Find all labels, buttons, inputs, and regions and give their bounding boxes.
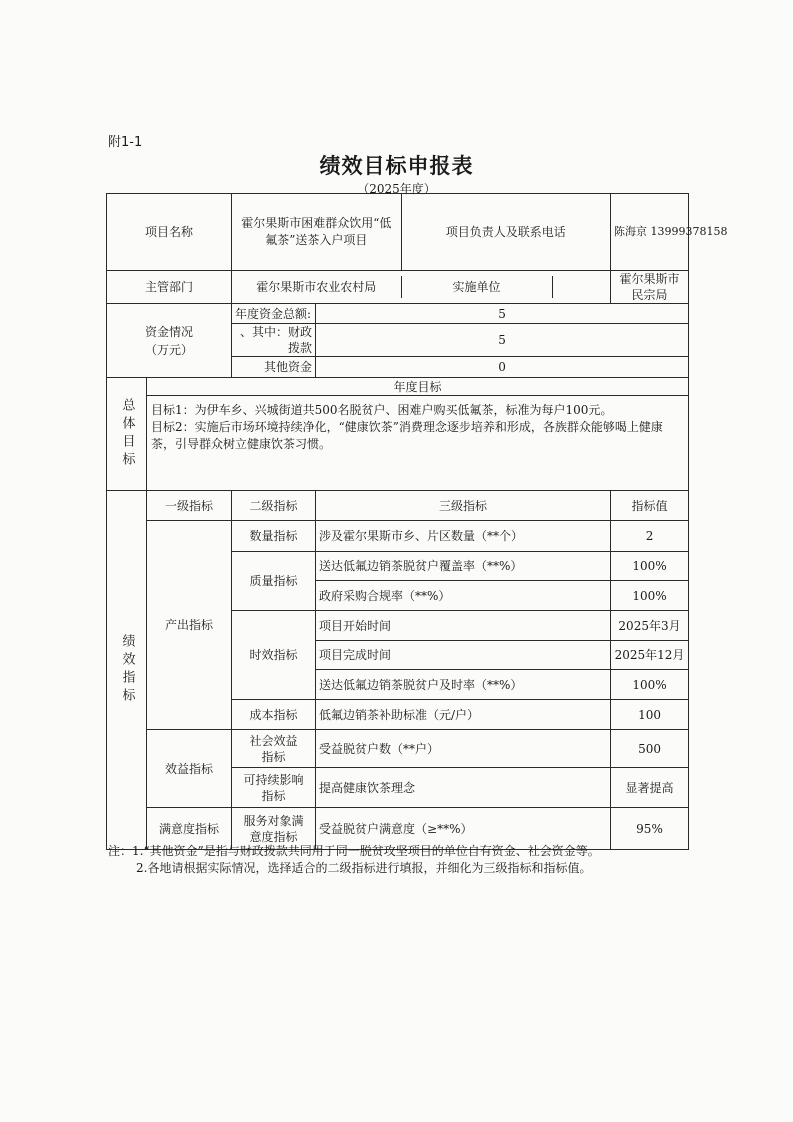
annual-goal-text <box>147 396 689 491</box>
project-info-cell <box>232 194 611 271</box>
social-benefit-1: 受益脱贫户数（**户） <box>316 730 611 768</box>
header-level-1: 一级指标 <box>147 491 232 521</box>
benefit-indicator-label: 效益指标 <box>147 730 232 808</box>
cost-indicator-1-value: 100 <box>611 700 689 730</box>
time-indicator-label: 时效指标 <box>232 611 316 700</box>
footnotes <box>108 843 708 877</box>
time-indicator-2-value: 2025年12月 <box>611 641 689 670</box>
header-level-2: 二级指标 <box>232 491 316 521</box>
sustainable-impact-1-value: 显著提高 <box>611 768 689 808</box>
indicator-side-label: 绩效指标 <box>107 491 147 850</box>
funds-fiscal-label: 、其中：财政拨款 <box>232 324 316 357</box>
social-benefit-1-value: 500 <box>611 730 689 768</box>
footnote-2: 2.各地请根据实际情况，选择适合的二级指标进行填报，并细化为三级指标和指标值。 <box>136 861 592 875</box>
quality-indicator-2: 政府采购合规率（**%） <box>316 581 611 611</box>
cost-indicator-1: 低氟边销茶补助标准（元/户） <box>316 700 611 730</box>
output-indicator-label: 产出指标 <box>147 521 232 730</box>
satisfaction-indicator-label: 满意度指标 <box>147 808 232 850</box>
time-indicator-3: 送达低氟边销茶脱贫户及时率（**%） <box>316 670 611 700</box>
funds-total-value: 5 <box>316 304 689 324</box>
quality-indicator-1: 送达低氟边销茶脱贫户覆盖率（**%） <box>316 552 611 581</box>
impl-value: 霍尔果斯市民宗局 <box>611 271 689 304</box>
dept-value: 霍尔果斯市农业农村局 <box>232 276 401 298</box>
sustainable-impact-label: 可持续影响指标 <box>232 768 316 808</box>
quantity-indicator-1-value: 2 <box>611 521 689 552</box>
funds-other-label: 其他资金 <box>232 357 316 378</box>
contact-label: 项目负责人及联系电话 <box>445 225 566 239</box>
project-name: 霍尔果斯市困难群众饮用“低氟茶”送茶入户项目 <box>232 194 401 270</box>
quality-indicator-label: 质量指标 <box>232 552 316 611</box>
project-name-label: 项目名称 <box>107 194 232 271</box>
dept-impl-cell <box>232 271 611 304</box>
annual-goal-header: 年度目标 <box>147 378 689 396</box>
time-indicator-2: 项目完成时间 <box>316 641 611 670</box>
impl-label: 实施单位 <box>401 276 552 298</box>
time-indicator-1-value: 2025年3月 <box>611 611 689 641</box>
annex-label: 附1-1 <box>108 135 143 150</box>
quality-indicator-1-value: 100% <box>611 552 689 581</box>
cost-indicator-label: 成本指标 <box>232 700 316 730</box>
performance-table <box>106 193 728 850</box>
quality-indicator-2-value: 100% <box>611 581 689 611</box>
page-title: 绩效目标申报表 <box>319 154 474 178</box>
overall-goal-side-label: 总体目标 <box>107 378 147 491</box>
social-benefit-label: 社会效益指标 <box>232 730 316 768</box>
goal-2: 目标2：实施后市场环境持续净化，“健康饮茶”消费理念逐步培养和形成，各族群众能够喝上健康茶，引导群众树立健康饮茶习惯。 <box>151 420 663 451</box>
contact-value: 陈海京 13999378158 <box>611 194 689 271</box>
service-satisfaction-label: 服务对象满意度指标 <box>232 808 316 850</box>
quantity-indicator-label: 数量指标 <box>232 521 316 552</box>
dept-label: 主管部门 <box>107 271 232 304</box>
time-indicator-3-value: 100% <box>611 670 689 700</box>
quantity-indicator-1: 涉及霍尔果斯市乡、片区数量（**个） <box>316 521 611 552</box>
time-indicator-1: 项目开始时间 <box>316 611 611 641</box>
funds-other-value: 0 <box>316 357 689 378</box>
funds-total-label: 年度资金总额: <box>232 304 316 324</box>
funds-label: 资金情况 （万元） <box>107 304 232 378</box>
footnote-1: 注：1.“其他资金”是指与财政拨款共同用于同一脱贫攻坚项目的单位自有资金、社会资金等。 <box>108 844 600 858</box>
header-value: 指标值 <box>611 491 689 521</box>
satisfaction-indicator-1-value: 95% <box>611 808 689 850</box>
sustainable-impact-1: 提高健康饮茶理念 <box>316 768 611 808</box>
goal-1: 目标1：为伊车乡、兴城街道共500名脱贫户、困难户购买低氟茶，标准为每户100元。 <box>151 403 613 417</box>
report-year: （2025年度） <box>357 182 436 196</box>
header-level-3: 三级指标 <box>316 491 611 521</box>
funds-fiscal-value: 5 <box>316 324 689 357</box>
satisfaction-indicator-1: 受益脱贫户满意度（≥**%） <box>316 808 611 850</box>
